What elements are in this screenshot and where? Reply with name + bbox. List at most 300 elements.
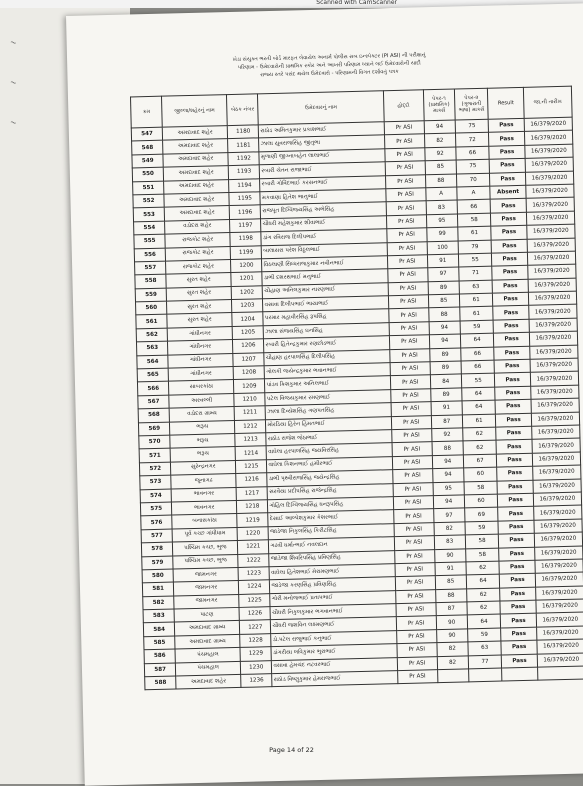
cell-name: રાઠોડ અમિતકુમાર પ્રકાશભાઈ — [259, 122, 385, 138]
cell-paper2: 66 — [456, 146, 490, 160]
cell-name: રબારી ગોવિંદભાઈ કરસનભાઈ — [260, 175, 386, 191]
cell-name: ચૌધરી નિકુલકુમાર ભગવાનભાઈ — [270, 604, 396, 620]
cell-result: Pass — [500, 600, 536, 614]
cell-result: Pass — [495, 373, 531, 387]
cell-sr: 569 — [138, 422, 170, 436]
cell-district: સુરત શહેર — [167, 300, 232, 315]
cell-result: Pass — [491, 225, 527, 239]
cell-post: Pr ASI — [386, 214, 426, 228]
cell-date: 16/379/2020 — [527, 224, 575, 239]
handwriting-scribble: ~ — [8, 77, 18, 88]
cell-seat: 1196 — [229, 205, 261, 219]
cell-paper1: 94 — [432, 455, 464, 469]
cell-name: જાડેજા નિકુલસિંહ કિરીટસિંહ — [268, 523, 394, 539]
cell-district: રાજકોટ શહેર — [166, 259, 231, 274]
cell-seat: 1202 — [231, 285, 263, 299]
cell-name: વસાવા હેમચંદ નટવરભાઈ — [272, 657, 398, 673]
cell-sr: 548 — [132, 141, 164, 155]
cell-paper2: 59 — [460, 320, 494, 334]
cell-seat: 1213 — [235, 433, 267, 447]
cell-sr: 563 — [136, 341, 168, 355]
cell-district: રાજકોટ શહેર — [166, 246, 231, 261]
cell-post: Pr ASI — [390, 375, 430, 389]
cell-name: ગઢવી ધર્માત્ભાઈ નવલદાન — [269, 537, 395, 553]
cell-seat: 1180 — [227, 125, 259, 139]
cell-post: Pr ASI — [388, 295, 428, 309]
cell-name: વાઘેલા હિતેશભાઈ મેરામણભાઈ — [269, 564, 395, 580]
heading-line: ખેડા સંયુક્ત ભરતી બોર્ડ મારફત લેવાયેલ અનાર્મ પોલીસ સબ ઇન્સ્પેક્ટર (PI ASI) ની પરીક્ષાનું — [232, 52, 426, 63]
cell-paper2: 63 — [459, 280, 493, 294]
cell-post: Pr ASI — [388, 281, 428, 295]
cell-date: 16/379/2020 — [536, 626, 583, 641]
cell-date: 16/379/2020 — [526, 184, 574, 199]
cell-district: ગાંધીનગર — [168, 367, 233, 382]
col-header-district: જીલ્લા/શહેરનું નામ — [162, 95, 228, 128]
cell-post: Pr ASI — [392, 442, 432, 456]
cell-result: Pass — [501, 614, 537, 628]
cell-paper1: 89 — [430, 361, 462, 375]
cell-paper1: 85 — [425, 160, 457, 174]
cell-date: 16/379/2020 — [533, 505, 581, 520]
cell-seat: 1229 — [240, 647, 272, 661]
cell-paper2: A — [457, 186, 491, 200]
cell-name: રબારી હિતેન્દ્રકુમાર રણછોડભાઈ — [264, 336, 390, 352]
cell-post: Pr ASI — [384, 121, 424, 135]
cell-name: ઝાલા યુવરાજસિંહ જીતુભા — [259, 135, 385, 151]
cell-paper2: 72 — [455, 133, 489, 147]
cell-paper2: 59 — [467, 628, 501, 642]
cell-date: 16/379/2020 — [524, 117, 572, 132]
cell-paper2: 60 — [464, 494, 498, 508]
cell-sr: 577 — [141, 529, 173, 543]
cell-paper2: 75 — [455, 119, 489, 133]
cell-result: Pass — [488, 118, 524, 132]
cell-paper2: 64 — [460, 333, 494, 347]
cell-district: પંચમહાલ — [176, 661, 241, 676]
cell-paper2: 58 — [466, 548, 500, 562]
cell-seat: 1192 — [228, 152, 260, 166]
cell-district: અમદાવાદ શહેર — [163, 139, 228, 154]
scanned-watermark: Scanned with CamScanner — [316, 0, 397, 6]
cell-district: ભાવનગર — [171, 487, 236, 502]
cell-seat: 1226 — [239, 607, 271, 621]
cell-sr: 574 — [140, 489, 172, 503]
cell-result: Pass — [494, 346, 530, 360]
cell-paper2: 60 — [464, 467, 498, 481]
cell-post: Pr ASI — [385, 174, 425, 188]
cell-name: વાઘેલા કિશનભાઈ હમીરભાઈ — [267, 456, 393, 472]
cell-post: Pr ASI — [387, 228, 427, 242]
cell-date: 16/379/2020 — [537, 639, 583, 654]
cell-post: Pr ASI — [390, 362, 430, 376]
cell-district: ભરૂચ — [170, 420, 235, 435]
cell-sr: 553 — [133, 207, 165, 221]
cell-district: સુરત શહેર — [166, 273, 231, 288]
cell-post: Pr ASI — [389, 322, 429, 336]
cell-post: Pr ASI — [397, 670, 437, 684]
cell-paper2: 59 — [465, 521, 499, 535]
cell-paper2: 66 — [461, 347, 495, 361]
col-header-sr: ક્રમ — [130, 96, 162, 128]
cell-post: Pr ASI — [395, 549, 435, 563]
cell-district: અમદાવાદ શહેર — [165, 206, 230, 221]
cell-name: ડો.પટેલ રાજુભાઈ કનુભાઈ — [271, 630, 397, 646]
cell-result: Pass — [496, 413, 532, 427]
cell-date: 16/379/2020 — [534, 519, 582, 534]
cell-post: Pr ASI — [388, 268, 428, 282]
cell-district: ગાંધીનગર — [168, 340, 233, 355]
cell-district: અમદાવાદ શહેર — [164, 166, 229, 181]
cell-paper2: 64 — [466, 574, 500, 588]
cell-post: Pr ASI — [396, 629, 436, 643]
col-header-name: ઉમેદવારનું નામ — [258, 91, 384, 125]
cell-district: સાબરકાંઠા — [169, 380, 234, 395]
cell-result: Pass — [491, 239, 527, 253]
cell-seat: 1193 — [228, 165, 260, 179]
cell-sr: 587 — [144, 663, 176, 677]
cell-name: વિઠલાણી સિધ્ધરાજકુમાર નવીનભાઈ — [262, 256, 388, 272]
cell-paper1: 91 — [431, 401, 463, 415]
cell-result: Pass — [495, 386, 531, 400]
cell-sr: 575 — [140, 502, 172, 516]
cell-seat: 1228 — [240, 634, 272, 648]
cell-paper1: 88 — [432, 441, 464, 455]
cell-paper2: 62 — [467, 588, 501, 602]
page-number: Page 14 of 22 — [269, 746, 314, 754]
cell-paper1: 97 — [427, 267, 459, 281]
cell-district: વડોદરા ગ્રામ્ય — [169, 407, 234, 422]
cell-paper2: 71 — [459, 266, 493, 280]
cell-paper2: 55 — [458, 253, 492, 267]
cell-paper2: 62 — [463, 427, 497, 441]
cell-post: Pr ASI — [395, 589, 435, 603]
cell-date: 16/379/2020 — [525, 157, 573, 172]
cell-district: અમદાવાદ શહેર — [164, 193, 229, 208]
cell-sr: 573 — [140, 475, 172, 489]
cell-name: વાઘેલા હરપાલસિંહ જયવિરસિંહ — [267, 443, 393, 459]
cell-seat: 1221 — [237, 540, 269, 554]
cell-date: 16/379/2020 — [536, 612, 583, 627]
cell-result: Pass — [498, 493, 534, 507]
cell-result: Pass — [494, 359, 530, 373]
cell-district: જામનગર — [173, 567, 238, 582]
cell-seat: 1211 — [234, 406, 266, 420]
cell-date: 16/379/2020 — [526, 197, 574, 212]
cell-post: Pr ASI — [394, 536, 434, 550]
cell-post: Pr ASI — [387, 255, 427, 269]
cell-sr: 568 — [138, 408, 170, 422]
cell-district: જામનગર — [174, 581, 239, 596]
cell-result: Pass — [499, 547, 535, 561]
cell-sr: 572 — [139, 462, 171, 476]
cell-name: ઝાલા સંજયસિંહ ઘનસિંહ — [264, 323, 390, 339]
cell-post: Pr ASI — [391, 402, 431, 416]
cell-result: Pass — [492, 266, 528, 280]
cell-sr: 555 — [134, 234, 166, 248]
cell-name: સરવૈયા પ્રદીપસિંહ રાજેન્દ્રસિંહ — [268, 483, 394, 499]
cell-paper2: 75 — [456, 159, 490, 173]
cell-district: પૂર્વ કચ્છ ગાંધીધામ — [172, 527, 237, 542]
cell-post: Pr ASI — [391, 389, 431, 403]
cell-district: જામનગર — [174, 594, 239, 609]
cell-paper1: 84 — [430, 374, 462, 388]
cell-seat: 1201 — [231, 272, 263, 286]
cell-paper1: 90 — [436, 629, 468, 643]
cell-seat: 1205 — [232, 326, 264, 340]
heading-line: પરિણામ - ઉમેદવારોની પ્રાથમિક સ્કોર અને આખરી પરિણામ ધ્યાને લઈ ઉમેદવારોની યાદી — [237, 60, 421, 72]
cell-name: રાઠોડ રાજેશ જેઠાભાઈ — [266, 430, 392, 446]
cell-name: મકવાણા હિતેશ ભાનુભાઈ — [260, 189, 386, 205]
cell-sr: 556 — [134, 248, 166, 262]
cell-name: પરમાર મહાવીરસિંહ રૂપસિંહ — [263, 309, 389, 325]
cell-result: Pass — [494, 333, 530, 347]
cell-paper2: 62 — [463, 440, 497, 454]
cell-result: Pass — [499, 533, 535, 547]
cell-paper1: 88 — [428, 307, 460, 321]
cell-post: Pr ASI — [394, 509, 434, 523]
cell-paper1: 88 — [435, 589, 467, 603]
cell-result: Pass — [498, 507, 534, 521]
cell-district: અમદાવાદ શહેર — [163, 126, 228, 141]
cell-name: રબારી ચેતન રાજાભાઈ — [260, 162, 386, 178]
cell-paper1: 85 — [435, 575, 467, 589]
cell-result: Pass — [490, 199, 526, 213]
cell-result: Pass — [499, 560, 535, 574]
cell-sr: 547 — [131, 127, 163, 141]
col-header-result: Result — [488, 87, 524, 119]
cell-date: 16/379/2020 — [531, 412, 579, 427]
cell-post: Pr ASI — [392, 455, 432, 469]
cell-post: Pr ASI — [392, 429, 432, 443]
col-header-post: હોદ્દો — [383, 90, 423, 122]
cell-district: અમદાવાદ ગ્રામ્ય — [175, 621, 240, 636]
col-header-paper2: પેપર-૨ (ગુજરાતી ભાષા) માર્ક્સ — [454, 88, 488, 120]
cell-sr: 566 — [137, 382, 169, 396]
cell-paper2: 61 — [458, 226, 492, 240]
cell-paper1: 95 — [433, 481, 465, 495]
cell-date: 16/379/2020 — [528, 278, 576, 293]
cell-sr: 582 — [143, 596, 175, 610]
cell-paper2: 64 — [462, 400, 496, 414]
cell-post: Pr ASI — [395, 576, 435, 590]
cell-date: 16/379/2020 — [533, 492, 581, 507]
cell-seat: 1222 — [238, 553, 270, 567]
cell-result — [502, 667, 538, 681]
cell-paper1: 82 — [434, 522, 466, 536]
cell-date: 16/379/2020 — [535, 559, 583, 574]
cell-result: Pass — [495, 399, 531, 413]
cell-paper2: 58 — [457, 213, 491, 227]
cell-paper2: 64 — [467, 615, 501, 629]
cell-post: Pr ASI — [391, 415, 431, 429]
cell-seat: 1209 — [234, 379, 266, 393]
cell-district: રાજકોટ શહેર — [165, 233, 230, 248]
cell-sr: 564 — [137, 355, 169, 369]
cell-paper1: 97 — [433, 508, 465, 522]
cell-paper2: 69 — [465, 507, 499, 521]
cell-paper2: 62 — [467, 601, 501, 615]
cell-result: Pass — [500, 587, 536, 601]
cell-result: Pass — [497, 480, 533, 494]
cell-sr: 583 — [143, 609, 175, 623]
cell-date: 16/379/2020 — [536, 599, 583, 614]
cell-result: Pass — [497, 453, 533, 467]
table-body — [131, 117, 583, 690]
cell-name: મોરડિયા હિરેન હિંમતભાઈ — [266, 416, 392, 432]
results-table — [130, 86, 583, 691]
cell-post: Pr ASI — [385, 161, 425, 175]
cell-sr: 558 — [135, 274, 167, 288]
cell-date: 16/379/2020 — [526, 211, 574, 226]
cell-paper1: 94 — [429, 334, 461, 348]
document-heading — [119, 48, 539, 83]
cell-seat: 1223 — [238, 567, 270, 581]
cell-name: ચૌહાણ હરપાલસિંહ દિલીપસિંહ — [264, 349, 390, 365]
cell-name: ડાભી દશરથભાઈ મનુભાઈ — [262, 269, 388, 285]
cell-paper1: 94 — [432, 468, 464, 482]
cell-seat: 1194 — [229, 178, 261, 192]
cell-result: Pass — [489, 145, 525, 159]
cell-district: અમદાવાદ શહેર — [164, 179, 229, 194]
cell-sr: 586 — [144, 649, 176, 663]
cell-post: Pr ASI — [397, 643, 437, 657]
col-header-seat: બેઠક નંબર — [227, 94, 259, 126]
cell-date: 16/379/2020 — [535, 586, 583, 601]
cell-date: 16/379/2020 — [532, 438, 580, 453]
cell-result: Pass — [500, 573, 536, 587]
cell-seat: 1195 — [229, 192, 261, 206]
cell-post: Pr ASI — [390, 348, 430, 362]
cell-sr: 554 — [134, 221, 166, 235]
cell-district: અમદાવાદ શહેર — [163, 152, 228, 167]
col-header-paper1: પેપર-૧ (પ્રાથમિક) માર્ક્સ — [423, 89, 455, 121]
cell-district: અમદાવાદ ગ્રામ્ય — [175, 634, 240, 649]
cell-district: પાટણ — [174, 608, 239, 623]
cell-paper1: 87 — [431, 415, 463, 429]
cell-sr: 557 — [135, 261, 167, 275]
cell-post: Pr ASI — [397, 656, 437, 670]
cell-date: 16/379/2020 — [528, 291, 576, 306]
col-header-date: જા.ની તારીખ — [523, 86, 572, 118]
cell-date: 16/379/2020 — [530, 358, 578, 373]
cell-sr: 579 — [142, 556, 174, 570]
cell-name: ગોહિલ દિગ્વિજયસિંહ ધનરૂપસિંહ — [268, 497, 394, 513]
cell-paper2: 66 — [461, 360, 495, 374]
cell-district: સુરેન્દ્રનગર — [171, 460, 236, 475]
cell-paper2: 61 — [460, 307, 494, 321]
cell-district: સુરત શહેર — [167, 313, 232, 328]
cell-result: Pass — [496, 426, 532, 440]
cell-paper2: 64 — [462, 387, 496, 401]
cell-district: ભરૂચ — [170, 433, 235, 448]
cell-name: રાઠોડ વિષ્ણુકુમાર હેમરાજભાઈ — [272, 671, 398, 687]
cell-post: Pr ASI — [387, 241, 427, 255]
cell-name: ચૌધરી જશવિન લક્ષ્મણભાઈ — [271, 617, 397, 633]
cell-paper2: 67 — [463, 454, 497, 468]
cell-seat: 1219 — [237, 513, 269, 527]
cell-sr: 584 — [143, 622, 175, 636]
cell-date: 16/379/2020 — [537, 653, 583, 668]
cell-seat: 1210 — [234, 393, 266, 407]
cell-sr: 585 — [144, 636, 176, 650]
cell-date — [537, 666, 583, 681]
cell-result: Pass — [502, 654, 538, 668]
cell-seat: 1216 — [236, 473, 268, 487]
cell-result: Pass — [492, 252, 528, 266]
cell-seat: 1204 — [232, 312, 264, 326]
cell-sr: 576 — [141, 515, 173, 529]
cell-seat: 1208 — [233, 366, 265, 380]
cell-paper2 — [468, 668, 502, 682]
cell-seat: 1227 — [239, 620, 271, 634]
cell-sr: 588 — [145, 676, 177, 690]
cell-result: Pass — [490, 172, 526, 186]
cell-paper1: 94 — [429, 321, 461, 335]
cell-paper1: 88 — [425, 174, 457, 188]
cell-paper1: 83 — [434, 535, 466, 549]
cell-seat: 1218 — [237, 500, 269, 514]
cell-seat: 1197 — [230, 219, 262, 233]
cell-district: અરવલ્લી — [169, 393, 234, 408]
cell-paper1: 90 — [434, 548, 466, 562]
cell-result: Pass — [489, 132, 525, 146]
cell-name: બાલાસરા પરેશ વિઠ્ઠલભાઈ — [262, 242, 388, 258]
cell-sr: 578 — [141, 542, 173, 556]
cell-date: 16/379/2020 — [531, 385, 579, 400]
cell-name: ઝાલા દિવ્યેશસિંહ ગણપતસિંહ — [266, 403, 392, 419]
cell-paper2: 70 — [456, 173, 490, 187]
handwriting-scribble: ~ — [8, 37, 18, 48]
cell-paper1: 89 — [429, 348, 461, 362]
cell-result: Pass — [493, 319, 529, 333]
cell-sr: 560 — [136, 301, 168, 315]
cell-paper2: 55 — [461, 374, 495, 388]
cell-sr: 570 — [139, 435, 171, 449]
cell-sr: 550 — [132, 167, 164, 181]
cell-date: 16/379/2020 — [532, 425, 580, 440]
cell-date: 16/379/2020 — [524, 131, 572, 146]
cell-paper1: 99 — [426, 227, 458, 241]
cell-paper1 — [437, 669, 469, 683]
cell-date: 16/379/2020 — [532, 452, 580, 467]
cell-seat: 1198 — [230, 232, 262, 246]
cell-result: Pass — [493, 306, 529, 320]
cell-sr: 549 — [132, 154, 164, 168]
cell-district: ભરૂચ — [170, 447, 235, 462]
cell-district: વડોદરા શહેર — [165, 219, 230, 234]
cell-name: મુળાણી જીગ્નાબહેન લાલાભાઈ — [259, 149, 385, 165]
cell-paper1: 82 — [437, 655, 469, 669]
cell-seat: 1236 — [241, 674, 273, 688]
cell-paper1: 92 — [431, 428, 463, 442]
cell-date: 16/379/2020 — [525, 144, 573, 159]
cell-date: 16/379/2020 — [530, 345, 578, 360]
cell-sr: 580 — [142, 569, 174, 583]
cell-seat: 1225 — [239, 593, 271, 607]
cell-post: Pr ASI — [394, 522, 434, 536]
cell-paper2: 61 — [462, 414, 496, 428]
cell-post: Pr ASI — [384, 134, 424, 148]
cell-seat: 1200 — [231, 259, 263, 273]
cell-date: 16/379/2020 — [534, 546, 582, 561]
cell-date: 16/379/2020 — [525, 171, 573, 186]
cell-paper1: 82 — [424, 133, 456, 147]
cell-sr: 559 — [135, 288, 167, 302]
cell-date: 16/379/2020 — [531, 398, 579, 413]
cell-paper1: 89 — [430, 388, 462, 402]
cell-date: 16/379/2020 — [529, 318, 577, 333]
cell-paper2: 66 — [457, 200, 491, 214]
